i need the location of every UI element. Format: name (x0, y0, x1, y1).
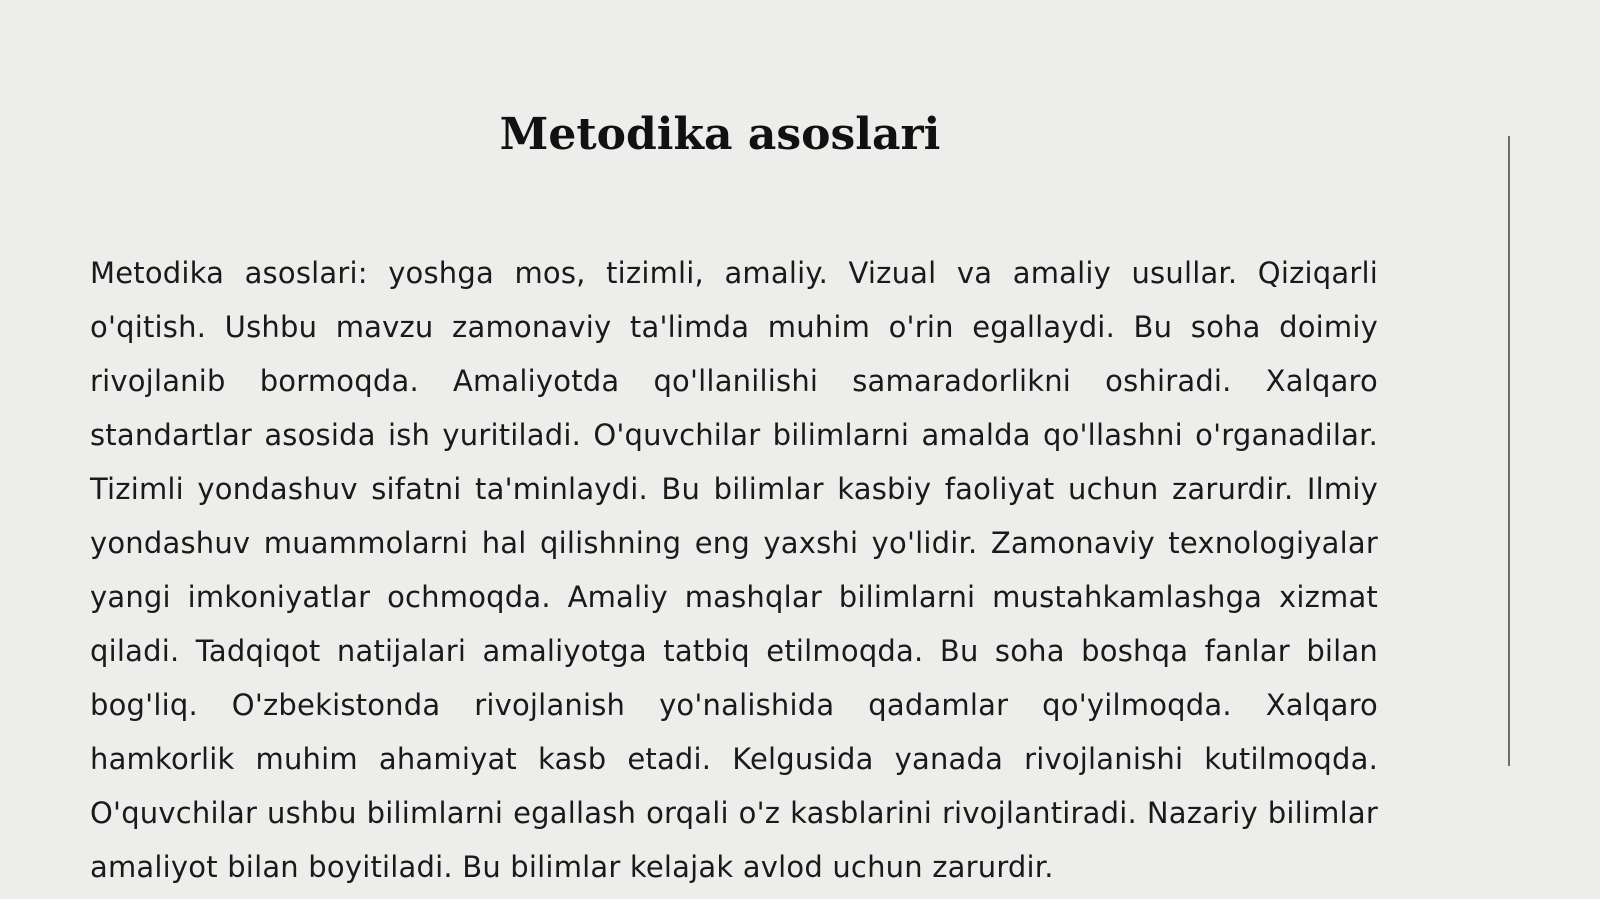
decorative-vertical-line (1508, 136, 1510, 766)
slide-body-text: Metodika asoslari: yoshga mos, tizimli, amaliy. Vizual va amaliy usullar. Qiziqarli o'qitish. Ushbu mavzu zamonaviy ta'limda muhim o'rin egallaydi. Bu soha doimiy rivojlanib bormoqda. Amaliyotda qo'llanilishi samaradorlikni oshiradi. Xalqaro standartlar asosida ish yuritiladi. O'quvchilar bilimlarni amalda qo'llashni o'rganadilar. Tizimli yondashuv sifatni ta'minlaydi. Bu bilimlar kasbiy faoliyat uchun zarurdir. Ilmiy yondashuv muammolarni hal qilishning eng yaxshi yo'lidir. Zamonaviy texnologiyalar yangi imkoniyatlar ochmoqda. Amaliy mashqlar bilimlarni mustahkamlashga xizmat qiladi. Tadqiqot natijalari amaliyotga tatbiq etilmoqda. Bu soha boshqa fanlar bilan bog'liq. O'zbekistonda rivojlanish yo'nalishida qadamlar qo'yilmoqda. Xalqaro hamkorlik muhim ahamiyat kasb etadi. Kelgusida yanada rivojlanishi kutilmoqda. O'quvchilar ushbu bilimlarni egallash orqali o'z kasblarini rivojlantiradi. Nazariy bilimlar amaliyot bilan boyitiladi. Bu bilimlar kelajak avlod uchun zarurdir. (90, 256, 1378, 884)
slide-title: Metodika asoslari (499, 109, 941, 160)
